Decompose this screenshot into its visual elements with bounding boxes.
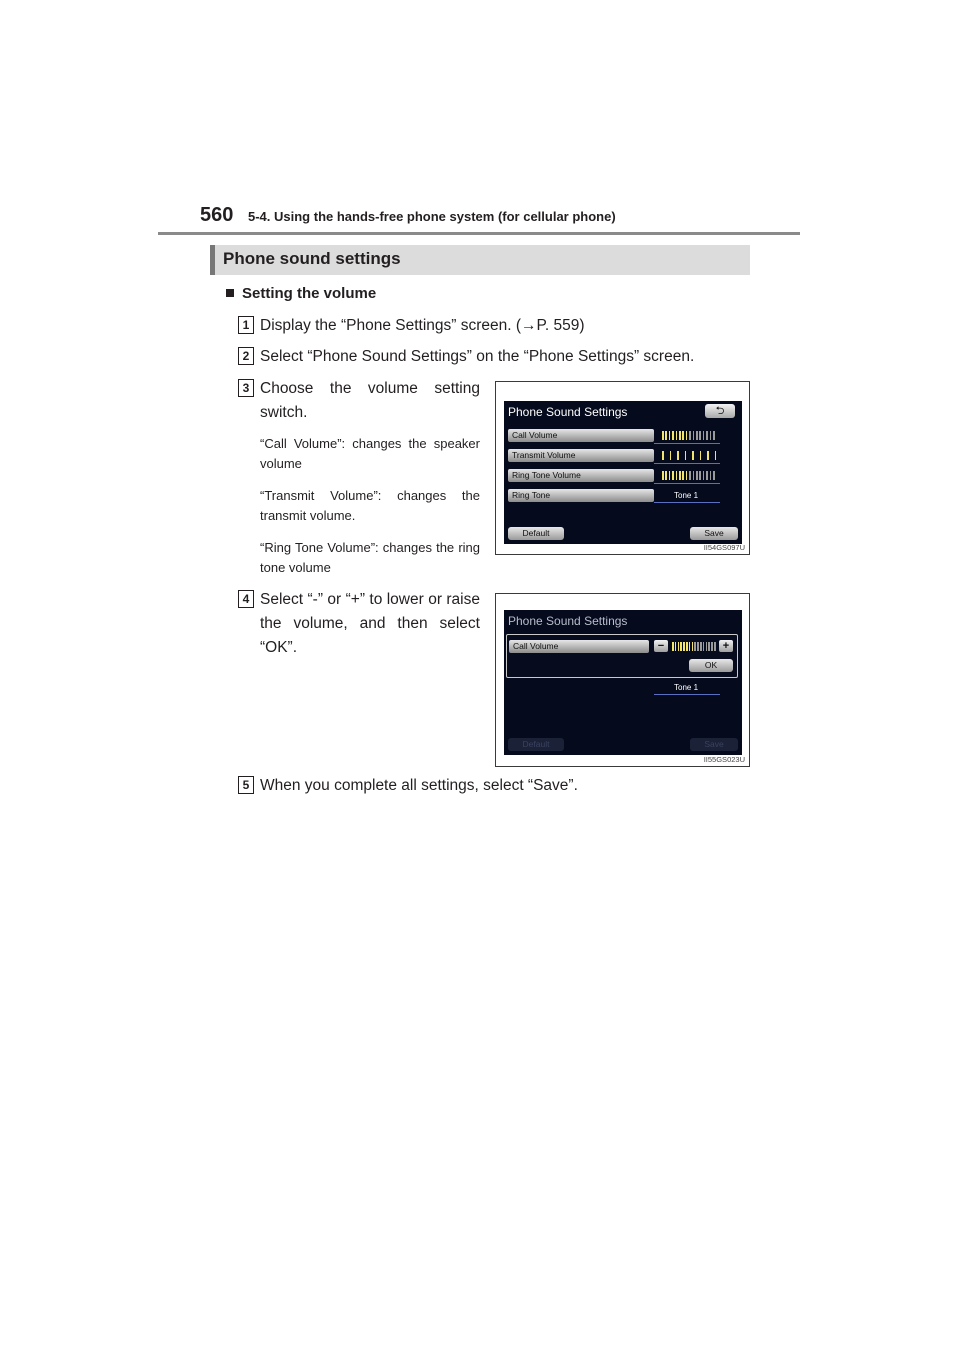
row-underline [654,443,720,444]
volume-tick [675,642,677,651]
row-underline [654,463,720,464]
volume-tick [686,431,688,440]
volume-tick [693,431,695,440]
volume-tick [662,471,664,480]
display-screen [504,401,742,544]
volume-tick [682,471,684,480]
volume-tick [706,431,708,440]
volume-tick [710,471,712,480]
volume-tick [715,451,717,460]
volume-tick [685,451,687,460]
row-call-volume[interactable]: Call Volume [508,429,654,442]
section-accent [210,245,215,275]
dimmed-rows [508,682,510,691]
volume-tick [676,431,678,440]
volume-tick [669,471,671,480]
section-heading-bar [210,245,750,275]
page-number: 560 [200,204,234,226]
step-number-2: 2 [238,347,254,365]
volume-tick [689,642,691,651]
step-3-text: Choose the volume setting switch. [260,380,480,421]
volume-tick [662,431,664,440]
row-ring-tone-volume[interactable]: Ring Tone Volume [508,469,654,482]
volume-tick [692,451,694,460]
volume-tick [686,642,688,651]
ring-tone-value: Tone 1 [674,683,699,692]
volume-tick [677,451,679,460]
ring-tone-value: Tone 1 [674,491,699,500]
step-5-text: When you complete all settings, select “Save”. [260,777,578,794]
plus-button[interactable]: + [719,640,733,652]
step-number-1: 1 [238,316,254,334]
volume-tick [679,471,681,480]
minus-button[interactable]: − [654,640,668,652]
volume-tick [672,471,674,480]
image-code: II54GS097U [703,543,745,552]
call-volume-level [672,642,718,651]
display-screen [504,610,742,755]
step-2-text: Select “Phone Sound Settings” on the “Phone Settings” screen. [260,348,695,365]
section-title: Phone sound settings [223,249,401,268]
row-underline [654,483,720,484]
volume-tick [700,451,702,460]
volume-tick [676,471,678,480]
volume-tick [683,642,685,651]
note-transmit-volume: “Transmit Volume”: changes the transmit volume. [260,488,480,523]
row-underline [654,694,720,695]
volume-tick [697,642,699,651]
call-volume-level [662,431,718,440]
screenshot-call-volume-adjust [495,593,750,767]
back-button[interactable] [705,404,735,418]
note-call-volume: “Call Volume”: changes the speaker volume [260,436,480,471]
row-ring-tone[interactable]: Ring Tone [508,489,654,502]
transmit-volume-level [662,451,720,460]
chapter-title: 5-4. Using the hands-free phone system (for cellular phone) [248,209,616,224]
volume-tick [682,431,684,440]
volume-tick [696,431,698,440]
volume-tick [662,451,664,460]
row-call-volume: Call Volume [509,640,649,653]
volume-tick [693,471,695,480]
step-number-3: 3 [238,379,254,397]
screenshot-phone-sound-settings [495,381,750,555]
volume-tick [706,471,708,480]
ring-tone-volume-level [662,471,718,480]
volume-tick [679,431,681,440]
step-number-5: 5 [238,776,254,794]
square-bullet-icon [226,289,234,297]
volume-tick [713,471,715,480]
note-ring-tone-volume: “Ring Tone Volume”: changes the ring tone volume [260,540,480,575]
volume-tick [706,642,708,651]
default-button[interactable]: Default [508,527,564,540]
ok-button[interactable]: OK [689,659,733,672]
volume-tick [692,642,694,651]
screen-title: Phone Sound Settings [508,614,628,628]
volume-tick [711,642,713,651]
volume-tick [672,642,674,651]
volume-tick [694,642,696,651]
volume-tick [708,642,710,651]
volume-tick [669,431,671,440]
volume-tick [665,431,667,440]
volume-tick [707,451,709,460]
volume-popup [506,634,738,678]
header-divider [158,232,800,235]
subheading [226,285,376,302]
step-4-text: Select “-” or “+” to lower or raise the volume, and then select “OK”. [260,591,480,656]
image-code: II55GS023U [703,755,745,764]
volume-tick [714,642,716,651]
volume-tick [713,431,715,440]
volume-tick [703,431,705,440]
save-button-dimmed: Save [690,738,738,751]
volume-tick [672,431,674,440]
volume-tick [696,471,698,480]
volume-tick [703,642,705,651]
volume-tick [670,451,672,460]
volume-tick [700,642,702,651]
volume-tick [680,642,682,651]
volume-tick [699,471,701,480]
volume-tick [678,642,680,651]
volume-tick [665,471,667,480]
volume-tick [699,431,701,440]
step-number-4: 4 [238,590,254,608]
volume-tick [710,431,712,440]
subheading-text: Setting the volume [242,285,377,302]
save-button[interactable]: Save [690,527,738,540]
row-underline [654,502,720,503]
volume-tick [703,471,705,480]
volume-tick [689,471,691,480]
default-button-dimmed: Default [508,738,564,751]
volume-tick [686,471,688,480]
volume-tick [689,431,691,440]
return-arrow-icon: ⮌ [715,405,725,417]
row-transmit-volume[interactable]: Transmit Volume [508,449,654,462]
step-1-text: Display the “Phone Settings” screen. (→P. 559) [260,317,585,334]
screen-title: Phone Sound Settings [508,405,628,419]
